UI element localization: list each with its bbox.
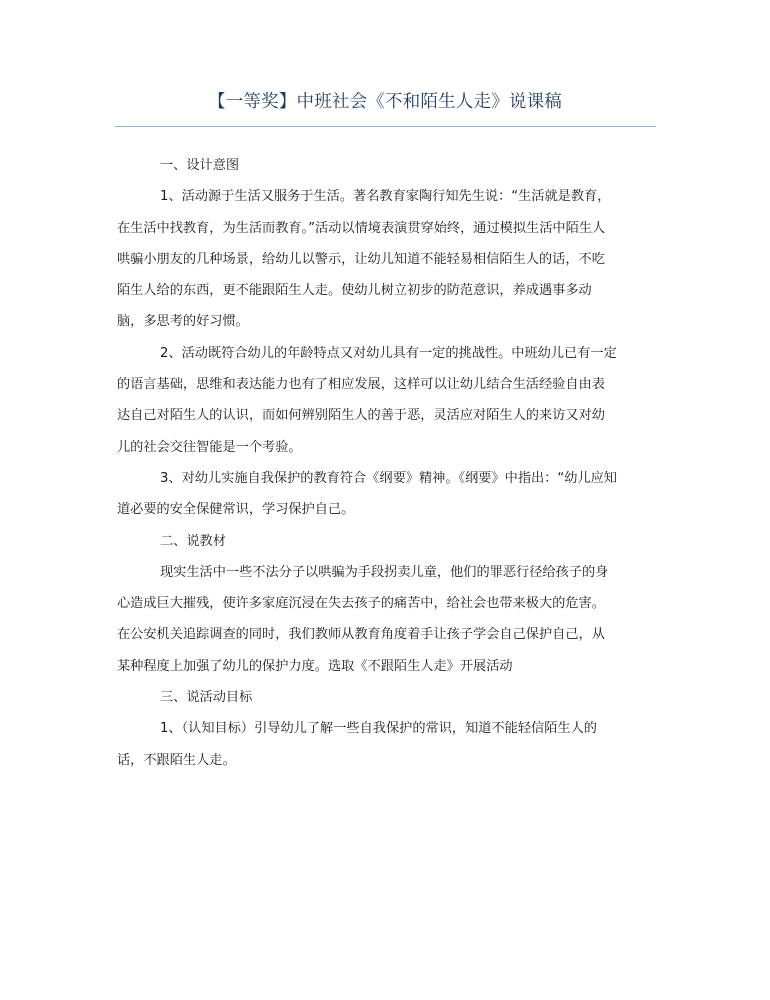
paragraph-line: 1、（认知目标）引导幼儿了解一些自我保护的常识，知道不能轻信陌生人的 — [160, 721, 597, 737]
paragraph-line: 脑，多思考的好习惯。 — [117, 314, 249, 330]
paragraph-line: 在生活中找教育，为生活而教育。”活动以情境表演贯穿始终，通过模拟生活中陌生人 — [117, 220, 606, 236]
paragraph-line: 的语言基础，思维和表达能力也有了相应发展，这样可以让幼儿结合生活经验自由表 — [117, 377, 605, 393]
document-title: 【一等奖】中班社会《不和陌生人走》说课稿 — [208, 92, 562, 112]
paragraph-line: 儿的社会交往智能是一个考验。 — [117, 439, 302, 455]
heading-activity-goals: 三、说活动目标 — [160, 690, 253, 706]
heading-teaching-material: 二、说教材 — [160, 533, 226, 549]
paragraph-line: 在公安机关追踪调查的同时，我们教师从教育角度着手让孩子学会自己保护自己，从 — [117, 627, 605, 643]
paragraph-line: 现实生活中一些不法分子以哄骗为手段拐卖儿童，他们的罪恶行径给孩子的身 — [160, 564, 609, 580]
title-underline — [115, 126, 656, 127]
heading-design-intent: 一、设计意图 — [160, 158, 240, 173]
paragraph-line: 陌生人给的东西，更不能跟陌生人走。使幼儿树立初步的防范意识，养成遇事多动 — [117, 283, 592, 299]
paragraph-line: 哄骗小朋友的几种场景，给幼儿以警示，让幼儿知道不能轻易相信陌生人的话，不吃 — [117, 251, 605, 267]
paragraph-line: 某种程度上加强了幼儿的保护力度。选取《不跟陌生人走》开展活动 — [117, 658, 513, 674]
paragraph-line: 心造成巨大摧残，使许多家庭沉浸在失去孩子的痛苦中，给社会也带来极大的危害。 — [117, 596, 605, 612]
document-body — [117, 150, 659, 776]
paragraph-line: 道必要的安全保健常识，学习保护自己。 — [117, 502, 355, 518]
paragraph-line: 话，不跟陌生人走。 — [117, 752, 236, 768]
paragraph-line: 3、对幼儿实施自我保护的教育符合《纲要》精神。《纲要》中指出：“幼儿应知 — [160, 470, 617, 486]
paragraph-line: 1、活动源于生活又服务于生活。著名教育家陶行知先生说：“生活就是教育， — [160, 189, 611, 205]
paragraph-line: 达自己对陌生人的认识，而如何辨别陌生人的善于恶，灵活应对陌生人的来访又对幼 — [117, 408, 605, 424]
paragraph-line: 2、活动既符合幼儿的年龄特点又对幼儿具有一定的挑战性。中班幼儿已有一定 — [160, 345, 617, 361]
